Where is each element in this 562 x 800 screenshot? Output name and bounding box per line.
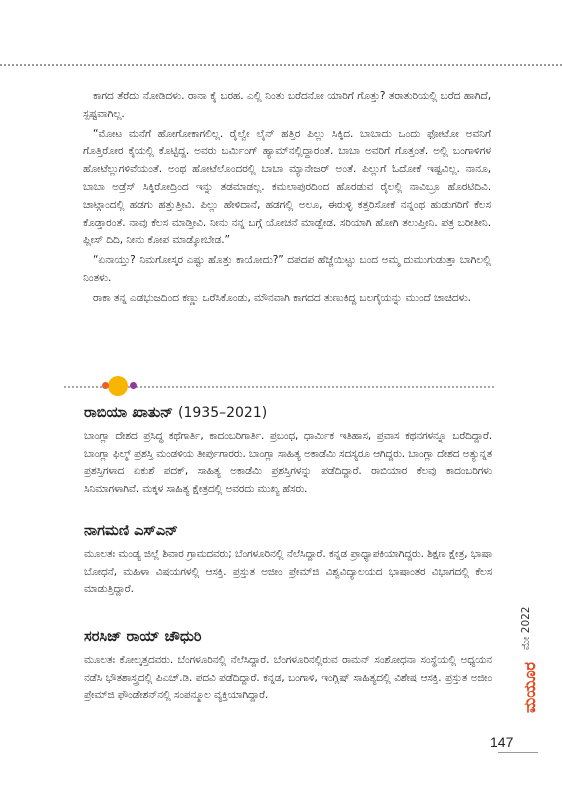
illustrator-name: ಸರಸಿಜ್ ರಾಯ್ ಚೌಧುರಿ [84, 629, 202, 645]
magazine-sidebar [520, 602, 544, 714]
translator-bio [84, 520, 492, 599]
story-paragraph: “ಮೋಟ ಮನೆಗೆ ಹೋಗೋಕಾಗಲಿಲ್ಲ. ರೈಲ್ವೇ ಲೈನ್ ಹತ್ತಿರ ಪಿಲ್ಲು ಸಿಕ್ಕಿದ. ಬಾಬಾದು ಒಂದು ಫೋಟೋ ಅವನಿಗೆ ಗೊತ್ತಿರೋರ ಕೈಯಲ್ಲಿ ಕೊಟ್ಟಿದ್ದ. ಅವರು ಬರ್ಮಿಂಗ್ ಹ್ಯಾಮ್‌ನಲ್ಲಿದ್ದಾರಂತೆ. ಬಾಬಾ ಅವರಿಗೆ ಗೊತ್ತಂತೆ. ಅಲ್ಲಿ ಬಂಗಾಳಿಗಳ ಹೋಟೆಲ್ಲುಗಳಿವೆಯಂತೆ. ಅಂಥ ಹೋಟೆಲೊಂದರಲ್ಲಿ ಬಾಬಾ ಮ್ಯಾನೇಜರ್ ಅಂತೆ. ಪಿಲ್ಲುಗೆ ಓದೋಕೆ ಇಷ್ಟವಿಲ್ಲ. ನಾನೂ, ಬಾಬಾ ಅಡ್ರೆಸ್ ಸಿಕ್ಕಿರೋದ್ರಿಂದ ಇನ್ನು ತಡಮಾಡಲ್ಲ. ಕಮಲಾಪುರದಿಂದ ಹೊರಡುವ ರೈಲಲ್ಲಿ ನಾವಿಬ್ರೂ ಹೊರಟಿದಿವಿ. ಚಾಟ್ಗಾಂದಲ್ಲಿ ಹಡಗು ಹತ್ತುತ್ತೀವಿ. ಪಿಲ್ಲು ಹೇಳಿದಾನೆ, ಹಡಗಲ್ಲಿ ಅಲೂ, ಈರುಳ್ಳಿ ಕತ್ತರಿಸೋಕೆ ನನ್ನಂಥ ಹುಡುಗರಿಗೆ ಕೆಲಸ ಕೊಡ್ತಾರಂತೆ. ನಾವು ಕೆಲಸ ಮಾಡ್ತೀವಿ. ನೀನು ನನ್ನ ಬಗ್ಗೆ ಯೋಚನೆ ಮಾಡ್ಬೇಡ. ಸರಿಯಾಗಿ ಹೋಗಿ ತಲುಪ್ತೀನಿ. ಪತ್ರ ಬರೀತೀನಿ. ಪ್ಲೀಸ್ ದಿದಿ, ನೀನು ಕೋಪ ಮಾಡ್ಕೋಬೇಡ.” [83, 127, 491, 247]
story-paragraph: ಕಾಗದ ತೆರೆದು ನೋಡಿದಳು. ರಾನಾ ಕೈ ಬರಹ. ಎಲ್ಲಿ ನಿಂತು ಬರೆದನೋ ಯಾರಿಗೆ ಗೊತ್ತು? ತರಾತುರಿಯಲ್ಲಿ ಬರೆದ ಹಾಗಿದೆ, ಸ್ಪಷ್ಟವಾಗಿಲ್ಲ. [83, 90, 491, 120]
purple-dot-icon [130, 382, 137, 389]
author-bio [84, 402, 492, 498]
author-name: ರಾಬಿಯಾ ಖಾತುನ್ [84, 405, 173, 421]
orange-dot-icon [102, 382, 109, 389]
page-number: 147 [490, 734, 514, 750]
translator-bio-heading [84, 520, 492, 542]
author-bio-text: ಬಾಂಗ್ಲಾ ದೇಶದ ಪ್ರಸಿದ್ಧ ಕಥೆಗಾರ್ತಿ, ಕಾದಂಬರಿಗಾರ್ತಿ. ಪ್ರಬಂಧ, ಧಾರ್ಮಿಕ ಇತಿಹಾಸ, ಪ್ರವಾಸ ಕಥನಗಳನ್ನೂ ಬರೆದಿದ್ದಾರೆ. ಬಾಂಗ್ಲಾ ಫಿಲ್ಮ್ ಪ್ರಶಸ್ತಿ ಮಂಡಳಿಯ ತೀರ್ಪುಗಾರರು. ಬಾಂಗ್ಲಾ ಸಾಹಿತ್ಯ ಅಕಾಡೆಮಿ ಸದಸ್ಯರೂ ಆಗಿದ್ದರು. ಬಾಂಗ್ಲಾ ದೇಶದ ಅತ್ಯುನ್ನತ ಪ್ರಶಸ್ತಿಗಳಾದ ಏಕುಶೆ ಪದಕ್, ಸಾಹಿತ್ಯ ಅಕಾಡೆಮಿ ಪ್ರಶಸ್ತಿಗಳನ್ನು ಪಡೆದಿದ್ದಾರೆ. ರಾಬಿಯಾರ ಕೆಲವು ಕಾದಂಬರಿಗಳು ಸಿನಿಮಾಗಳಾಗಿವೆ. ಮಕ್ಕಳ ಸಾಹಿತ್ಯ ಕ್ಷೇತ್ರದಲ್ಲಿ ಅವರದು ಮುಖ್ಯ ಹೆಸರು. [84, 430, 492, 495]
top-dotted-rule [0, 64, 562, 66]
story-paragraph: ರಾಕಾ ತನ್ನ ಎಡಭುಜದಿಂದ ಕಣ್ಣು ಒರೆಸಿಕೊಂಡು, ಮೌನವಾಗಿ ಕಾಗದದ ತುಣುಕಿದ್ದ ಬಲಗೈಯನ್ನು ಮುಂದೆ ಚಾಚಿದಳು. [93, 291, 471, 304]
illustrator-bio [84, 626, 492, 705]
story-paragraph: “ಏನಾಯ್ತು? ನಿಮಗೋಸ್ಕರ ಎಷ್ಟು ಹೊತ್ತು ಕಾಯೋದು?” ದಪದಪ ಹೆಜ್ಜೆಯಿಟ್ಟು ಬಂದ ಅಮ್ಮ ದುಮುಗುಡುತ್ತಾ ಬಾಗಿಲಲ್ಲಿ ನಿಂತಳು. [83, 254, 491, 284]
divider-dotted-line [64, 386, 494, 388]
translator-name: ನಾಗಮಣಿ ಎಸ್‌ಎನ್ [84, 523, 178, 539]
author-bio-heading [84, 402, 492, 424]
section-divider [64, 376, 494, 398]
story-continuation [83, 88, 491, 310]
author-years: (1935–2021) [178, 405, 268, 421]
issue-month: ಮೇ 2022 [520, 606, 532, 650]
illustrator-bio-text: ಮೂಲತಃ ಕೋಲ್ಕತ್ತದವರು. ಬೆಂಗಳೂರಿನಲ್ಲಿ ನೆಲೆಸಿದ್ದಾರೆ. ಬೆಂಗಳೂರಿನಲ್ಲಿರುವ ರಾಮನ್ ಸಂಶೋಧನಾ ಸಂಸ್ಥೆಯಲ್ಲಿ ಅಧ್ಯಯನ ನಡೆಸಿ ಭೌತಶಾಸ್ತ್ರದಲ್ಲಿ ಪಿಎಚ್.ಡಿ. ಪದವಿ ಪಡೆದಿದ್ದಾರೆ. ಕನ್ನಡ, ಬಂಗಾಳಿ, ಇಂಗ್ಲಿಷ್ ಸಾಹಿತ್ಯದಲ್ಲಿ ವಿಶೇಷ ಆಸಕ್ತಿ. ಪ್ರಸ್ತುತ ಅಜೀಂ ಪ್ರೇಮ್‌ಜಿ ಫೌಂಡೇಶನ್‌ನಲ್ಲಿ ಸಂಪನ್ಮೂಲ ವ್ಯಕ್ತಿಯಾಗಿದ್ದಾರೆ. [84, 654, 492, 702]
yellow-dot-icon [108, 376, 128, 396]
magazine-logo: ಮಯೂರ [520, 661, 539, 713]
translator-bio-text: ಮೂಲತಃ ಮಂಡ್ಯ ಜಿಲ್ಲೆ ಶಿವಾರ ಗ್ರಾಮದವರು; ಬೆಂಗಳೂರಿನಲ್ಲಿ ನೆಲೆಸಿದ್ದಾರೆ. ಕನ್ನಡ ಪ್ರಾಧ್ಯಾಪಕಿಯಾಗಿದ್ದರು. ಶಿಕ್ಷಣ ಕ್ಷೇತ್ರ, ಭಾಷಾ ಬೋಧನೆ, ಮಹಿಳಾ ವಿಷಯಗಳಲ್ಲಿ ಆಸಕ್ತಿ. ಪ್ರಸ್ತುತ ಅಜೀಂ ಪ್ರೇಮ್‌ಜಿ ವಿಶ್ವವಿದ್ಯಾಲಯದ ಭಾಷಾಂತರ ವಿಭಾಗದಲ್ಲಿ ಕೆಲಸ ಮಾಡುತ್ತಿದ್ದಾರೆ. [84, 548, 492, 596]
page-number-rule [498, 752, 538, 753]
illustrator-bio-heading [84, 626, 492, 648]
